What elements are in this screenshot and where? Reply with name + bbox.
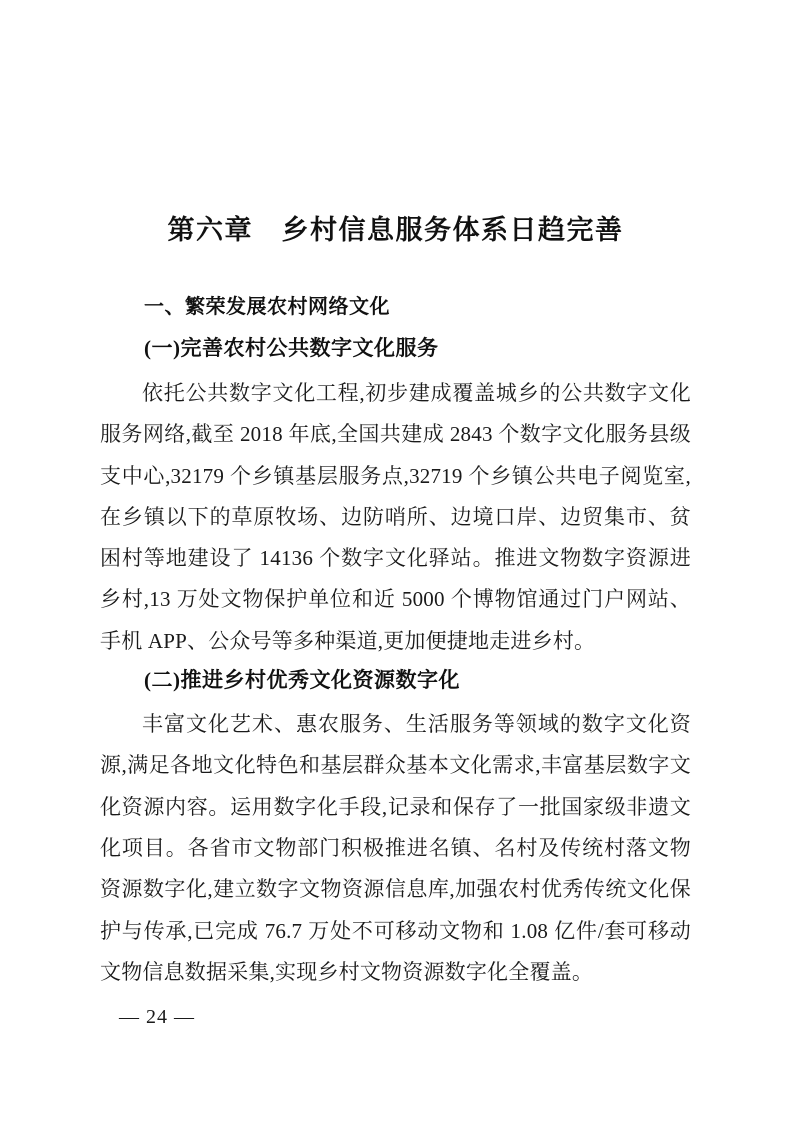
- page-number: — 24 —: [119, 1006, 195, 1028]
- chapter-title: 第六章 乡村信息服务体系日趋完善: [167, 215, 624, 245]
- subsection-2-heading: (二)推进乡村优秀文化资源数字化: [144, 668, 460, 693]
- page-content: [100, 0, 691, 993]
- section-heading: 一、繁荣发展农村网络文化: [144, 296, 390, 318]
- subsection-1-paragraph: 依托公共数字文化工程,初步建成覆盖城乡的公共数字文化服务网络,截至 2018 年底,全国共建成 2843 个数字文化服务县级支中心,32179 个乡镇基层服务点,32719 个乡镇公共电子阅览室,在乡镇以下的草原牧场、边防哨所、边境口岸、边贸集市、贫困村等地建设了 14136 个数字文化驿站。推进文物数字资源进乡村,13 万处文物保护单位和近 5000 个博物馆通过门户网站、手机 APP、公众号等多种渠道,更加便捷地走进乡村。: [100, 381, 691, 653]
- subsection-2-paragraph: 丰富文化艺术、惠农服务、生活服务等领域的数字文化资源,满足各地文化特色和基层群众基本文化需求,丰富基层数字文化资源内容。运用数字化手段,记录和保存了一批国家级非遗文化项目。各省市文物部门积极推进名镇、名村及传统村落文物资源数字化,建立数字文物资源信息库,加强农村优秀传统文化保护与传承,已完成 76.7 万处不可移动文物和 1.08 亿件/套可移动文物信息数据采集,实现乡村文物资源数字化全覆盖。: [100, 712, 691, 984]
- subsection-1-heading: (一)完善农村公共数字文化服务: [144, 336, 439, 360]
